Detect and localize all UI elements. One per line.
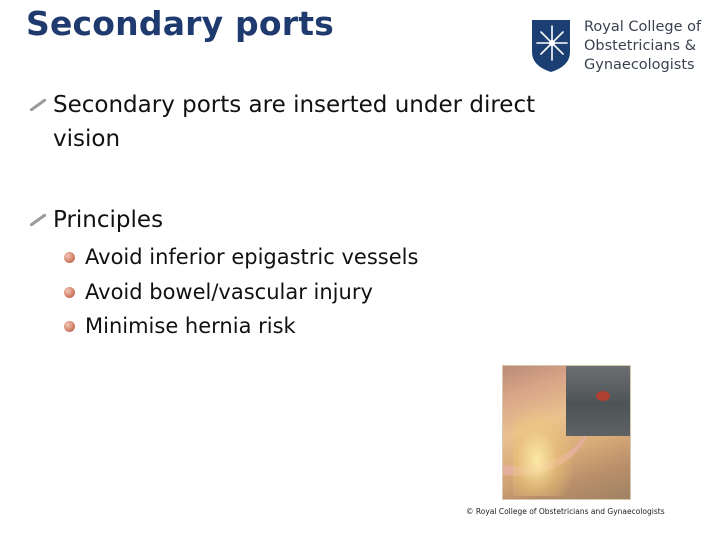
sub-bullet-dot-icon (64, 287, 75, 298)
laparoscopic-view-photo (502, 365, 631, 500)
sub-bullet-text: Avoid bowel/vascular injury (85, 280, 373, 304)
logo-text-line-2: Obstetricians & (584, 38, 696, 54)
sub-bullet-text: Minimise hernia risk (85, 314, 296, 338)
rcog-logo (528, 16, 708, 80)
logo-text-line-3: Gynaecologists (584, 57, 695, 73)
sub-bullet-item (64, 240, 418, 274)
bullet-text: Principles (53, 207, 164, 233)
sub-bullet-dot-icon (64, 252, 75, 263)
bullet-item (30, 203, 573, 237)
logo-text-line-1: Royal College of (584, 19, 702, 35)
sub-bullet-item (64, 309, 296, 343)
bullet-item (30, 88, 573, 156)
sub-bullet-dot-icon (64, 321, 75, 332)
slide-title: Secondary ports (26, 4, 335, 43)
sub-bullet-item (64, 275, 373, 309)
inset-photo (566, 366, 630, 436)
bullet-text: Secondary ports are inserted under direct vision (53, 92, 536, 152)
copyright-notice: © Royal College of Obstetricians and Gynaecologists (466, 507, 665, 516)
star-shield-icon (528, 16, 574, 74)
bullet-marker-icon (30, 214, 46, 226)
sub-bullet-text: Avoid inferior epigastric vessels (85, 245, 419, 269)
bullet-marker-icon (30, 99, 46, 111)
